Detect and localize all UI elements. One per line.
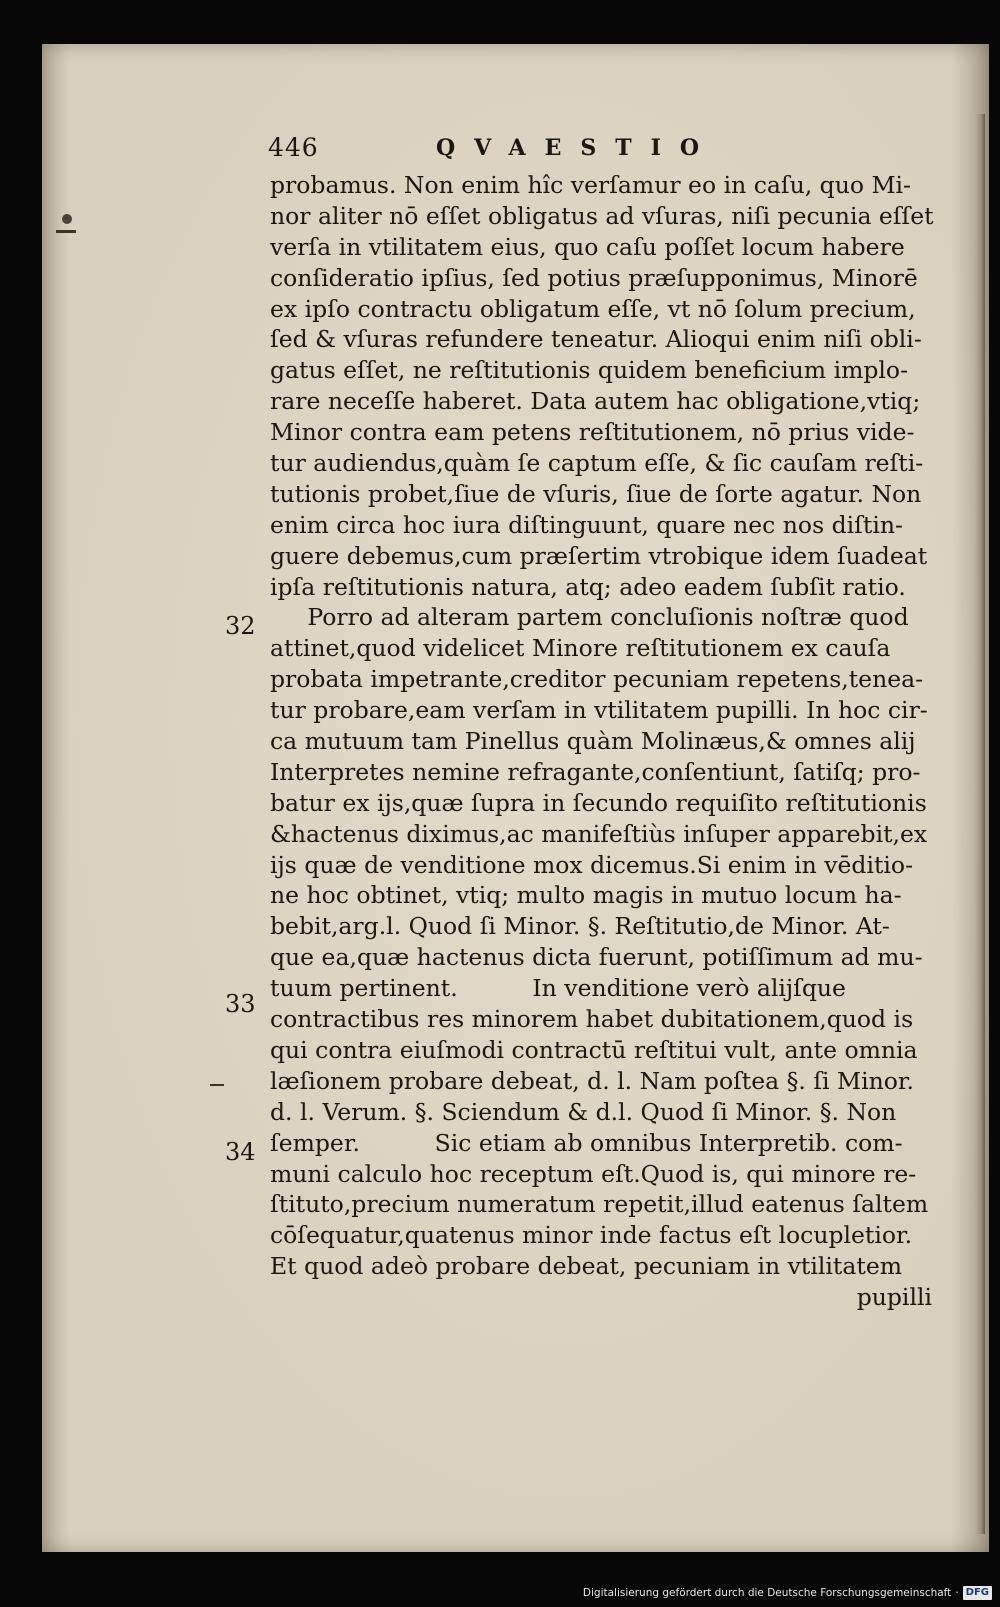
text-line: &hactenus diximus,ac manifeſtiùs inſuper apparebit,ex <box>270 819 928 848</box>
text-line: Interpretes nemine refragante,conſentiunt, ſatiſq; pro- <box>270 757 921 786</box>
text-line: tutionis probet,ſiue de vſuris, ſiue de ſorte agatur. Non <box>270 479 922 508</box>
text-line: conſideratio ipſius, ſed potius præſupponimus, Minorē <box>270 263 918 292</box>
text-line: Porro ad alteram partem concluſionis noſtræ quod <box>270 603 909 632</box>
text-line: ſed & vſuras refundere teneatur. Alioqui enim niſi obli- <box>270 325 922 354</box>
text-line: ijs quæ de venditione mox dicemus.Si enim in vēditio- <box>270 850 914 879</box>
text-line: batur ex ijs,quæ ſupra in ſecundo requiſito reſtitutionis <box>270 788 927 817</box>
text-line: ex ipſo contractu obligatum eſſe, vt nō ſolum precium, <box>270 294 916 323</box>
text-line: qui contra eiuſmodi contractū reſtitui vult, ante omnia <box>270 1035 918 1064</box>
text-line: enim circa hoc iura diſtinguunt, quare nec nos diſtin- <box>270 510 903 539</box>
catchword: pupilli <box>856 1283 932 1312</box>
page-fore-edge <box>975 114 985 1534</box>
text-line: Et quod adeò probare debeat, pecuniam in vtilitatem <box>270 1252 903 1281</box>
text-line: verſa in vtilitatem eius, quo caſu poſſet locum habere <box>270 232 905 261</box>
margin-dash-mark <box>210 1084 224 1086</box>
text-line: ne hoc obtinet, vtiq; multo magis in mutuo locum ha- <box>270 881 902 910</box>
text-line: tur audiendus,quàm ſe captum eſſe, & ſic cauſam reſti- <box>270 449 924 478</box>
text-line: Minor contra eam petens reſtitutionem, nō prius vide- <box>270 418 915 447</box>
text-line: rare neceſſe haberet. Data autem hac obligatione,vtiq; <box>270 387 921 416</box>
page-number: 446 <box>268 133 319 162</box>
text-line: ſtituto,precium numeratum repetit,illud eatenus ſaltem <box>270 1190 929 1219</box>
margin-number-34: 34 <box>225 1138 256 1166</box>
text-line: cōſequatur,quatenus minor inde factus eſt locupletior. <box>270 1221 913 1250</box>
text-line: tur probare,eam verſam in vtilitatem pupilli. In hoc cir- <box>270 696 928 725</box>
text-line: bebit,arg.l. Quod ſi Minor. §. Reſtitutio,de Minor. At- <box>270 912 890 941</box>
margin-number-33: 33 <box>225 990 256 1018</box>
body-text <box>270 170 932 1313</box>
text-line: gatus eſſet, ne reſtitutionis quidem beneficium implo- <box>270 356 909 385</box>
digitization-footer <box>560 1583 992 1603</box>
text-line: læſionem probare debeat, d. l. Nam poſtea §. ſi Minor. <box>270 1066 914 1095</box>
text-line: que ea,quæ hactenus dicta fuerunt, potiſſimum ad mu- <box>270 943 923 972</box>
text-line: probamus. Non enim hîc verſamur eo in caſu, quo Mi- <box>270 171 911 199</box>
left-margin-mark <box>62 214 72 224</box>
text-line: tuum pertinent. In venditione verò alijſque <box>270 974 846 1003</box>
text-line: guere debemus,cum præſertim vtrobique idem ſuadeat <box>270 541 928 570</box>
text-line: ca mutuum tam Pinellus quàm Molinæus,& omnes alij <box>270 727 916 756</box>
page-header <box>268 128 928 168</box>
text-line: probata impetrante,creditor pecuniam repetens,tenea- <box>270 665 924 694</box>
dfg-logo: DFG <box>963 1586 992 1600</box>
text-line: attinet,quod videlicet Minore reſtitutionem ex cauſa <box>270 634 891 663</box>
margin-number-32: 32 <box>225 612 256 640</box>
footer-credit: Digitalisierung gefördert durch die Deutsche Forschungsgemeinschaft <box>582 1587 952 1599</box>
text-line: ſemper. Sic etiam ab omnibus Interpretib. com- <box>270 1128 903 1157</box>
left-margin-rule <box>56 230 76 233</box>
text-line: nor aliter nō eſſet obligatus ad vſuras, niſi pecunia eſſet <box>270 201 934 230</box>
text-line: ipſa reſtitutionis natura, atq; adeo eadem ſubſit ratio. <box>270 572 906 601</box>
text-line: contractibus res minorem habet dubitationem,quod is <box>270 1005 914 1034</box>
text-line: muni calculo hoc receptum eſt.Quod is, qui minore re- <box>270 1159 917 1188</box>
running-title: QVAESTIO <box>436 135 719 161</box>
footer-separator: · <box>955 1587 959 1599</box>
text-line: d. l. Verum. §. Sciendum & d.l. Quod ſi Minor. §. Non <box>270 1097 897 1126</box>
